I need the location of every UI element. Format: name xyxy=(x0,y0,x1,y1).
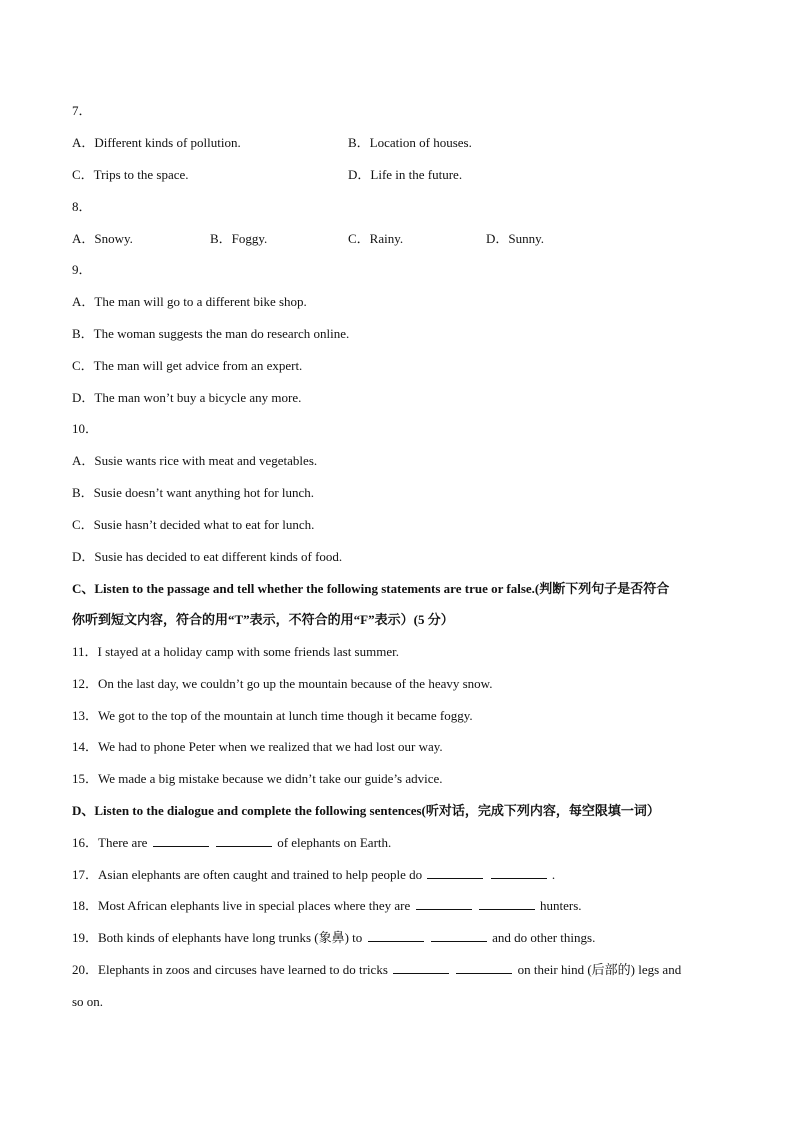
q7-option-a: A．Different kinds of pollution. xyxy=(72,135,241,150)
q17-blank-1[interactable] xyxy=(427,867,483,879)
q8-option-a: A．Snowy. xyxy=(72,231,133,246)
q16-blank-1[interactable] xyxy=(153,835,209,847)
question-7-number: 7． xyxy=(72,103,92,118)
statement-12: 12．On the last day, we couldn’t go up the mountain because of the heavy snow. xyxy=(72,676,493,691)
q16-text-before: 16．There are xyxy=(72,835,148,850)
q20-text-before: 20．Elephants in zoos and circuses have learned to do tricks xyxy=(72,962,388,977)
section-c-heading: C、Listen to the passage and tell whether the following statements are true or false.(判断下列句子是否符合 xyxy=(72,581,670,596)
q19-text-after: and do other things. xyxy=(492,930,596,945)
q7-option-d: D．Life in the future. xyxy=(348,167,463,182)
q20-blank-1[interactable] xyxy=(393,962,449,974)
sentence-20 xyxy=(72,962,681,978)
sentence-18 xyxy=(72,898,582,914)
q20-text-after: on their hind (后部的) legs and xyxy=(517,962,682,977)
q17-text-after: . xyxy=(551,867,556,882)
sentence-19 xyxy=(72,930,595,946)
sentence-16 xyxy=(72,835,391,851)
q19-text-before: 19．Both kinds of elephants have long trunks (象鼻) to xyxy=(72,930,363,945)
q10-option-b: B．Susie doesn’t want anything hot for lunch. xyxy=(72,485,315,500)
q9-option-a: A．The man will go to a different bike shop. xyxy=(72,294,307,309)
q16-blank-2[interactable] xyxy=(216,835,272,847)
q9-option-b: B．The woman suggests the man do research online. xyxy=(72,326,350,341)
q17-blank-2[interactable] xyxy=(491,867,547,879)
sentence-17 xyxy=(72,867,555,883)
q9-option-c: C．The man will get advice from an expert. xyxy=(72,358,303,373)
statement-11: 11．I stayed at a holiday camp with some friends last summer. xyxy=(72,644,399,659)
question-9-number: 9． xyxy=(72,262,92,277)
q10-option-d: D．Susie has decided to eat different kinds of food. xyxy=(72,549,343,564)
q20-blank-2[interactable] xyxy=(456,962,512,974)
q16-text-after: of elephants on Earth. xyxy=(277,835,392,850)
sentence-20-continuation: so on. xyxy=(72,994,104,1009)
q8-option-c: C．Rainy. xyxy=(348,231,404,246)
q7-option-c: C．Trips to the space. xyxy=(72,167,189,182)
statement-14: 14．We had to phone Peter when we realized that we had lost our way. xyxy=(72,739,443,754)
q8-option-b: B．Foggy. xyxy=(210,231,268,246)
question-10-number: 10． xyxy=(72,421,99,436)
q18-blank-2[interactable] xyxy=(479,898,535,910)
q10-option-a: A．Susie wants rice with meat and vegetables. xyxy=(72,453,318,468)
section-c-heading-cont: 你听到短文内容，符合的用“T”表示，不符合的用“F”表示）(5 分） xyxy=(72,612,454,627)
q19-blank-2[interactable] xyxy=(431,930,487,942)
q8-option-d: D．Sunny. xyxy=(486,231,545,246)
section-d-heading: D、Listen to the dialogue and complete the following sentences(听对话，完成下列内容，每空限填一词） xyxy=(72,803,660,818)
statement-13: 13．We got to the top of the mountain at lunch time though it became foggy. xyxy=(72,708,473,723)
q18-text-after: hunters. xyxy=(540,898,582,913)
q10-option-c: C．Susie hasn’t decided what to eat for lunch. xyxy=(72,517,315,532)
q18-text-before: 18．Most African elephants live in special places where they are xyxy=(72,898,411,913)
q18-blank-1[interactable] xyxy=(416,898,472,910)
q9-option-d: D．The man won’t buy a bicycle any more. xyxy=(72,390,302,405)
statement-15: 15．We made a big mistake because we didn’t take our guide’s advice. xyxy=(72,771,443,786)
question-8-number: 8． xyxy=(72,199,92,214)
q7-option-b: B．Location of houses. xyxy=(348,135,472,150)
q19-blank-1[interactable] xyxy=(368,930,424,942)
q17-text-before: 17．Asian elephants are often caught and trained to help people do xyxy=(72,867,423,882)
